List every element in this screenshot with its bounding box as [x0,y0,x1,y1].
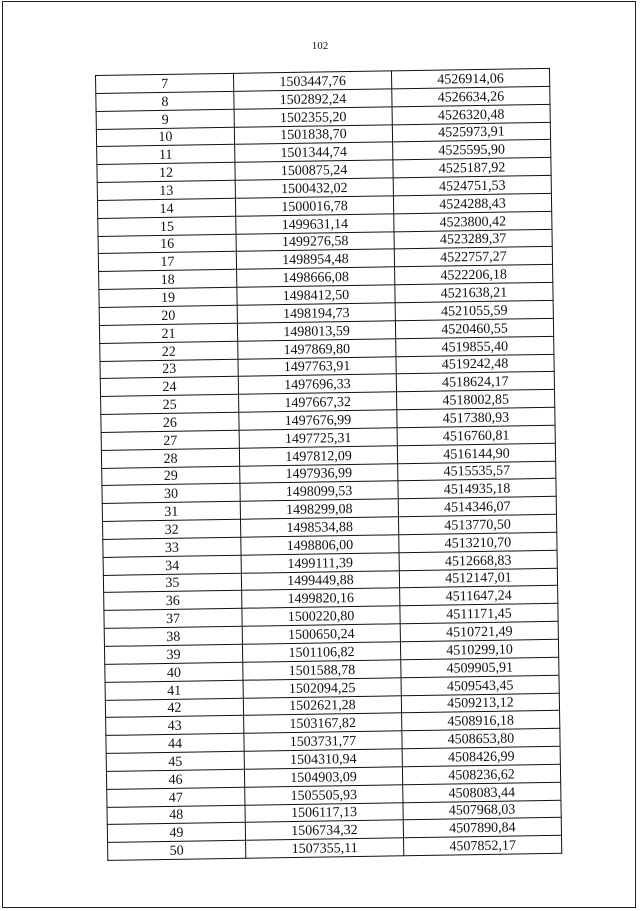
y-coordinate-cell: 4508083,44 [403,782,561,802]
x-coordinate-cell: 1497676,99 [239,410,397,430]
y-coordinate-cell: 4509905,91 [401,657,559,677]
x-coordinate-cell: 1498534,88 [240,517,398,537]
point-number-cell: 26 [101,412,239,432]
y-coordinate-cell: 4514346,07 [398,497,556,517]
point-number-cell: 40 [105,662,243,682]
point-number-cell: 30 [102,484,240,504]
point-number-cell: 33 [103,537,241,557]
point-number-cell: 17 [98,252,236,272]
x-coordinate-cell: 1497696,33 [238,374,396,394]
point-number-cell: 12 [97,163,235,183]
x-coordinate-cell: 1500875,24 [235,160,393,180]
x-coordinate-cell: 1503447,76 [233,71,391,91]
x-coordinate-cell: 1497812,09 [239,446,397,466]
x-coordinate-cell: 1498013,59 [237,321,395,341]
x-coordinate-cell: 1497936,99 [240,463,398,483]
point-number-cell: 11 [97,145,235,165]
y-coordinate-cell: 4526914,06 [391,68,549,88]
point-number-cell: 25 [101,394,239,414]
point-number-cell: 22 [100,341,238,361]
y-coordinate-cell: 4511171,45 [400,604,558,624]
point-number-cell: 46 [106,769,244,789]
point-number-cell: 38 [104,626,242,646]
y-coordinate-cell: 4520460,55 [395,318,553,338]
y-coordinate-cell: 4512668,83 [399,550,557,570]
y-coordinate-cell: 4525973,91 [392,122,550,142]
y-coordinate-cell: 4519855,40 [396,336,554,356]
y-coordinate-cell: 4513210,70 [399,532,557,552]
coordinates-table [95,68,562,861]
y-coordinate-cell: 4513770,50 [398,514,556,534]
point-number-cell: 9 [96,109,234,129]
point-number-cell: 34 [103,555,241,575]
y-coordinate-cell: 4509213,12 [401,693,559,713]
x-coordinate-cell: 1502892,24 [234,89,392,109]
y-coordinate-cell: 4511647,24 [400,586,558,606]
x-coordinate-cell: 1501344,74 [235,142,393,162]
x-coordinate-cell: 1498954,48 [236,249,394,269]
x-coordinate-cell: 1497667,32 [239,392,397,412]
y-coordinate-cell: 4524288,43 [393,193,551,213]
x-coordinate-cell: 1501838,70 [234,124,392,144]
x-coordinate-cell: 1498299,08 [240,499,398,519]
y-coordinate-cell: 4510299,10 [400,639,558,659]
point-number-cell: 27 [101,430,239,450]
point-number-cell: 8 [96,91,234,111]
point-number-cell: 35 [103,573,241,593]
y-coordinate-cell: 4526320,48 [392,104,550,124]
x-coordinate-cell: 1507355,11 [246,838,404,858]
y-coordinate-cell: 4508426,99 [402,746,560,766]
x-coordinate-cell: 1502094,25 [243,677,401,697]
point-number-cell: 50 [108,841,246,861]
y-coordinate-cell: 4514935,18 [398,479,556,499]
y-coordinate-cell: 4512147,01 [399,568,557,588]
point-number-cell: 18 [99,270,237,290]
x-coordinate-cell: 1504310,94 [244,749,402,769]
y-coordinate-cell: 4521638,21 [395,282,553,302]
point-number-cell: 41 [105,680,243,700]
y-coordinate-cell: 4523800,42 [394,211,552,231]
point-number-cell: 28 [101,448,239,468]
x-coordinate-cell: 1499111,39 [241,553,399,573]
y-coordinate-cell: 4509543,45 [401,675,559,695]
x-coordinate-cell: 1500220,80 [242,606,400,626]
y-coordinate-cell: 4519242,48 [396,354,554,374]
point-number-cell: 15 [98,216,236,236]
point-number-cell: 42 [105,698,243,718]
x-coordinate-cell: 1500432,02 [235,178,393,198]
x-coordinate-cell: 1506734,32 [245,820,403,840]
point-number-cell: 20 [99,305,237,325]
table-body [96,68,562,860]
point-number-cell: 44 [106,733,244,753]
x-coordinate-cell: 1500650,24 [242,624,400,644]
point-number-cell: 23 [100,359,238,379]
y-coordinate-cell: 4524751,53 [393,175,551,195]
page-number: 102 [311,40,329,52]
x-coordinate-cell: 1497869,80 [238,338,396,358]
x-coordinate-cell: 1499449,88 [241,570,399,590]
y-coordinate-cell: 4521055,59 [395,300,553,320]
x-coordinate-cell: 1503167,82 [244,713,402,733]
x-coordinate-cell: 1498412,50 [237,285,395,305]
x-coordinate-cell: 1501588,78 [243,660,401,680]
point-number-cell: 31 [102,502,240,522]
point-number-cell: 47 [107,787,245,807]
point-number-cell: 32 [103,519,241,539]
x-coordinate-cell: 1503731,77 [244,731,402,751]
x-coordinate-cell: 1502621,28 [243,695,401,715]
x-coordinate-cell: 1504903,09 [244,767,402,787]
y-coordinate-cell: 4515535,57 [398,461,556,481]
point-number-cell: 13 [97,180,235,200]
x-coordinate-cell: 1498194,73 [237,303,395,323]
y-coordinate-cell: 4525187,92 [393,158,551,178]
point-number-cell: 29 [102,466,240,486]
x-coordinate-cell: 1498099,53 [240,481,398,501]
y-coordinate-cell: 4517380,93 [397,407,555,427]
y-coordinate-cell: 4523289,37 [394,229,552,249]
x-coordinate-cell: 1497763,91 [238,356,396,376]
y-coordinate-cell: 4516760,81 [397,425,555,445]
y-coordinate-cell: 4507890,84 [403,818,561,838]
point-number-cell: 39 [104,644,242,664]
point-number-cell: 43 [106,716,244,736]
point-number-cell: 10 [96,127,234,147]
x-coordinate-cell: 1499631,14 [236,214,394,234]
x-coordinate-cell: 1499820,16 [242,588,400,608]
point-number-cell: 21 [99,323,237,343]
x-coordinate-cell: 1505505,93 [245,785,403,805]
y-coordinate-cell: 4516144,90 [397,443,555,463]
y-coordinate-cell: 4526634,26 [392,86,550,106]
point-number-cell: 19 [99,287,237,307]
point-number-cell: 48 [107,805,245,825]
x-coordinate-cell: 1506117,13 [245,802,403,822]
point-number-cell: 36 [104,591,242,611]
x-coordinate-cell: 1501106,82 [242,642,400,662]
y-coordinate-cell: 4508653,80 [402,728,560,748]
y-coordinate-cell: 4508236,62 [402,764,560,784]
point-number-cell: 45 [106,751,244,771]
x-coordinate-cell: 1498666,08 [237,267,395,287]
point-number-cell: 24 [100,377,238,397]
y-coordinate-cell: 4508916,18 [402,711,560,731]
x-coordinate-cell: 1500016,78 [235,196,393,216]
point-number-cell: 7 [96,73,234,93]
y-coordinate-cell: 4518624,17 [396,372,554,392]
y-coordinate-cell: 4510721,49 [400,621,558,641]
y-coordinate-cell: 4518002,85 [397,390,555,410]
y-coordinate-cell: 4507852,17 [404,836,562,856]
x-coordinate-cell: 1499276,58 [236,231,394,251]
y-coordinate-cell: 4507968,03 [403,800,561,820]
x-coordinate-cell: 1502355,20 [234,107,392,127]
y-coordinate-cell: 4525595,90 [393,140,551,160]
x-coordinate-cell: 1498806,00 [241,535,399,555]
point-number-cell: 16 [98,234,236,254]
point-number-cell: 37 [104,609,242,629]
x-coordinate-cell: 1497725,31 [239,428,397,448]
y-coordinate-cell: 4522206,18 [395,265,553,285]
point-number-cell: 14 [97,198,235,218]
y-coordinate-cell: 4522757,27 [394,247,552,267]
point-number-cell: 49 [107,823,245,843]
